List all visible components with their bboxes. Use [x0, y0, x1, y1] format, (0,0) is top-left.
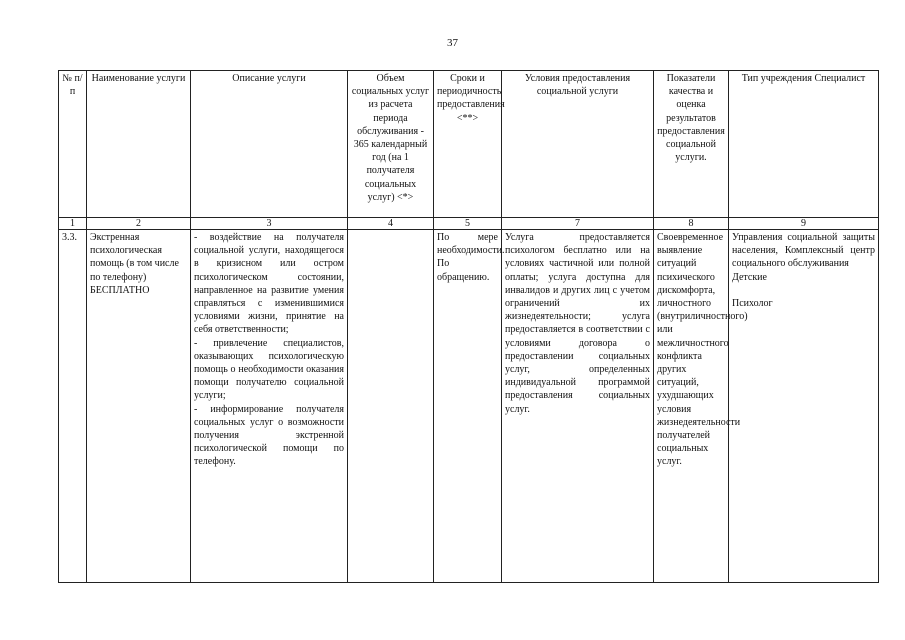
header-volume: Объем социальных услуг из расчета периода обслуживания - 365 календарный год (на 1 получателя социальных услуг) <*>	[348, 71, 434, 218]
quality-cell: Своевременное выявление ситуаций психического дискомфорта, личностного (внутриличностного) или межличностного конфликта других ситуаций, ухудшающих условия жизнедеятельности получателей социальных услуг.	[654, 230, 729, 583]
header-institution: Тип учреждения Специалист	[729, 71, 879, 218]
services-table	[58, 70, 879, 583]
service-price-note: БЕСПЛАТНО	[90, 284, 150, 296]
specialist: Психолог	[732, 297, 773, 309]
column-number: 5	[434, 218, 502, 230]
column-number: 1	[59, 218, 87, 230]
header-description: Описание услуги	[191, 71, 348, 218]
column-number: 2	[87, 218, 191, 230]
description-item: - воздействие на получателя социальной услуги, находящегося в кризисном или остром психологическом состоянии, направленное на развитие умения справляться с изменившимися условиями жизни, принятие на себя ответственности;	[194, 232, 344, 336]
description-item: - информирование получателя социальных услуг о возможности получения экстренной психологической помощи по телефону.	[194, 403, 344, 468]
header-conditions: Условия предоставления социальной услуги	[502, 71, 654, 218]
institution-type: Управления социальной защиты населения, Комплексный центр социального обслуживания	[732, 232, 875, 270]
volume-cell	[348, 230, 434, 583]
table-row	[59, 230, 879, 583]
column-number: 9	[729, 218, 879, 230]
terms-cell: По мере необходимости. По обращению.	[434, 230, 502, 583]
header-terms: Сроки и периодичность предоставления <**>	[434, 71, 502, 218]
header-name: Наименование услуги	[87, 71, 191, 218]
header-row	[59, 71, 879, 218]
service-name: Экстренная психологическая помощь (в том числе по телефону)	[90, 232, 179, 283]
column-number: 8	[654, 218, 729, 230]
header-num: № п/п	[59, 71, 87, 218]
conditions-cell: Услуга предоставляется психологом бесплатно или на условиях частичной или полной оплаты; услуга доступна для инвалидов и других лиц с учетом ограничений их жизнедеятельности; услуга предоставляется в соответствии с условиями договора о предоставлении социальных услуг, определенных индивидуальной программой предоставления социальных услуг.	[502, 230, 654, 583]
row-number: 3.3.	[59, 230, 87, 583]
column-number-row	[59, 218, 879, 230]
institution-extra: Детские	[732, 271, 767, 283]
description-item: - привлечение специалистов, оказывающих психологическую помощь о необходимости оказания помощи получателю социальной услуги;	[194, 337, 344, 402]
column-number: 4	[348, 218, 434, 230]
column-number: 7	[502, 218, 654, 230]
description-cell	[191, 230, 348, 583]
header-quality: Показатели качества и оценка результатов предоставления социальной услуги.	[654, 71, 729, 218]
service-name-cell	[87, 230, 191, 583]
column-number: 3	[191, 218, 348, 230]
page-number: 37	[447, 37, 458, 49]
institution-cell	[729, 230, 879, 583]
